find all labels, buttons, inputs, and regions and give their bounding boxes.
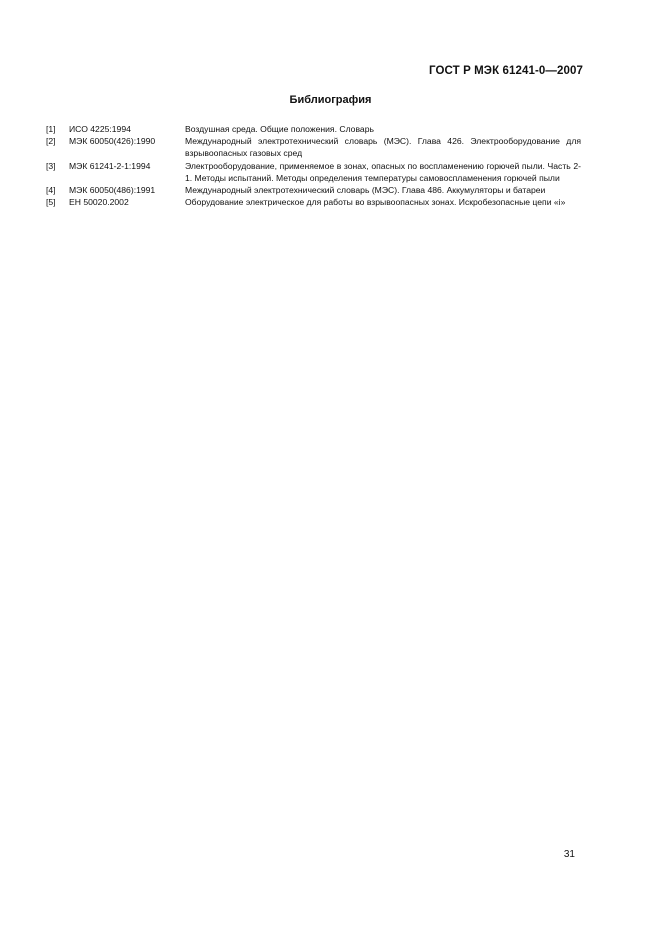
entry-code: МЭК 60050(426):1990 bbox=[69, 136, 156, 147]
bibliography-entry bbox=[46, 123, 581, 135]
entry-title: Международный электротехнический словарь (МЭС). Глава 486. Аккумуляторы и батареи bbox=[185, 185, 546, 196]
bibliography-list bbox=[46, 123, 581, 208]
bibliography-entry bbox=[46, 135, 581, 159]
entry-code: МЭК 60050(486):1991 bbox=[69, 185, 156, 196]
bibliography-entry bbox=[46, 160, 581, 184]
entry-number: [4] bbox=[46, 185, 56, 196]
section-title: Библиография bbox=[289, 94, 372, 106]
entry-code: МЭК 61241-2-1:1994 bbox=[69, 160, 151, 171]
entry-number: [5] bbox=[46, 197, 56, 208]
entry-number: [2] bbox=[46, 136, 56, 147]
entry-number: [1] bbox=[46, 124, 56, 134]
bibliography-entry bbox=[46, 196, 581, 208]
entry-title: Воздушная среда. Общие положения. Словарь bbox=[185, 124, 374, 134]
entry-title: Международный электротехнический словарь (МЭС). Глава 426. Электрооборудование для взрывоопасных газовых сред bbox=[185, 136, 581, 159]
entry-title: Электрооборудование, применяемое в зонах, опасных по воспламенению горючей пыли. Часть 2-1. Методы испытаний. Методы определения температуры самовоспламенения горючей пыли bbox=[185, 160, 581, 183]
page-number: 31 bbox=[563, 849, 575, 860]
entry-code: ИСО 4225:1994 bbox=[69, 124, 131, 134]
entry-title: Оборудование электрическое для работы во взрывоопасных зонах. Искробезопасные цепи «i» bbox=[185, 197, 566, 208]
bibliography-entry bbox=[46, 184, 581, 196]
document-code: ГОСТ Р МЭК 61241-0—2007 bbox=[429, 65, 583, 77]
entry-code: ЕН 50020.2002 bbox=[69, 197, 129, 208]
entry-number: [3] bbox=[46, 160, 56, 171]
